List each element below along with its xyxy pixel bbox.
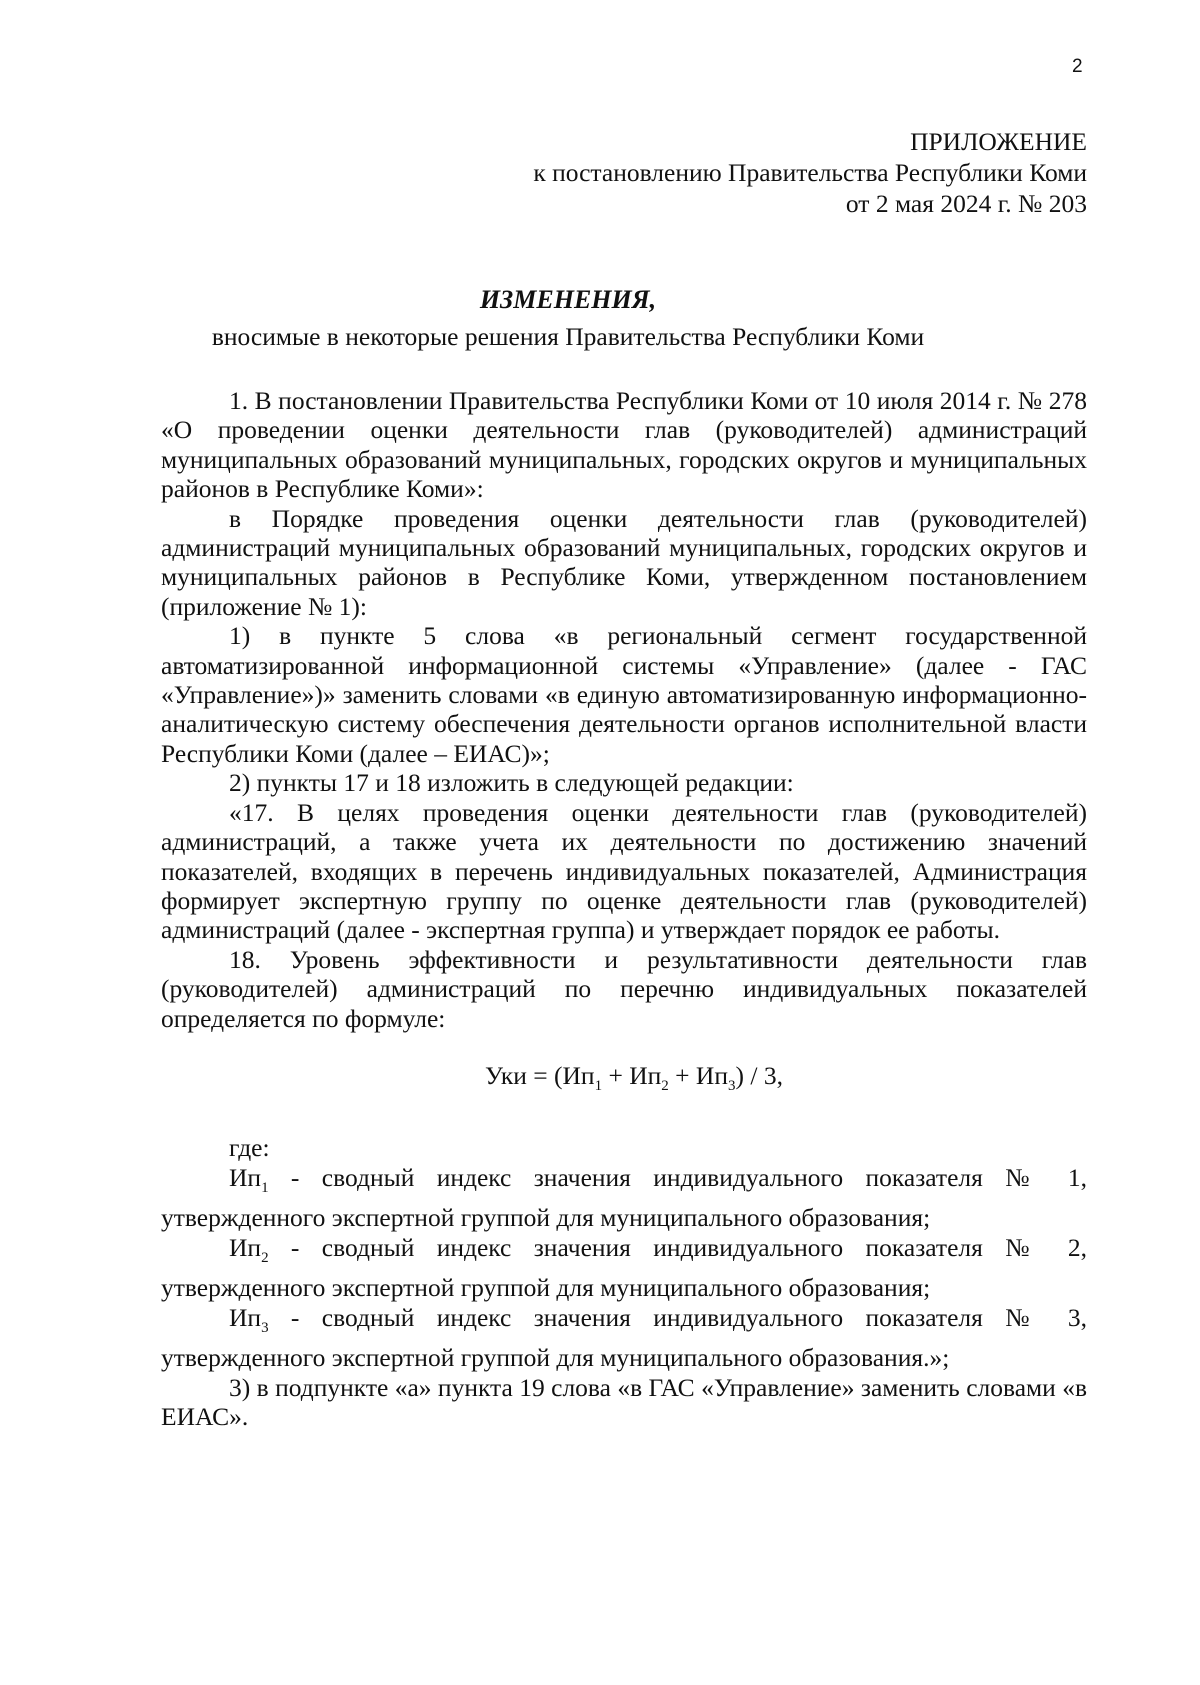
index-definition-3: $Ип_3$ - сводный индекс значения индивидуального показателя № 3, утвержденного экспертной группой для муниципального образования.»; (161, 1302, 1087, 1373)
paragraph-2: в Порядке проведения оценки деятельности глав (руководителей) администраций муниципальных образований муниципальных, городских округов и муниципальных районов в Республике Коми, утвержденном постановлением (приложение № 1): (161, 503, 1087, 621)
appendix-block (533, 126, 1087, 219)
paragraph-10: 3) в подпункте «а» пункта 19 слова «в ГАС «Управление» заменить словами «в ЕИАС». (161, 1372, 1087, 1431)
document-title: ИЗМЕНЕНИЯ, (479, 285, 657, 314)
document-subtitle: вносимые в некоторые решения Правительства Республики Коми (211, 322, 925, 351)
page-number: 2 (1072, 56, 1083, 77)
formula: Уки = $(Ип_1 + Ип_2 + Ип_3) / 3$, (485, 1060, 783, 1095)
where-label: где: (229, 1133, 270, 1163)
paragraph-5: «17. В целях проведения оценки деятельности глав (руководителей) администраций, а также учета их деятельности по достижению значений показателей, входящих в перечень индивидуальных показателей, Администрация формирует экспертную группу по оценке деятельности глав (руководителей) администраций (далее - экспертная группа) и утверждает порядок ее работы. (161, 797, 1087, 945)
paragraph-1: 1. В постановлении Правительства Республики Коми от 10 июля 2014 г. № 278 «О проведении оценки деятельности глав (руководителей) администраций муниципальных образований муниципальных, городских округов и муниципальных районов в Республике Коми»: (161, 386, 1087, 504)
document-body (161, 386, 1087, 1431)
appendix-date: от 2 мая 2024 г. № 203 (845, 189, 1087, 218)
index-definition-2: $Ип_2$ - сводный индекс значения индивидуального показателя № 2, утвержденного экспертной группой для муниципального образования; (161, 1232, 1087, 1303)
appendix-reference: к постановлению Правительства Республики Коми (533, 158, 1087, 187)
paragraph-3: 1) в пункте 5 слова «в региональный сегмент государственной автоматизированной информационной системы «Управление» (далее - ГАС «Управление»)» заменить словами «в единую автоматизированную информационно-аналитическую систему обеспечения деятельности органов исполнительной власти Республики Коми (далее – ЕИАС)»; (161, 621, 1087, 768)
index-definition-1: $Ип_1$ - сводный индекс значения индивидуального показателя № 1, утвержденного экспертной группой для муниципального образования; (161, 1162, 1087, 1233)
paragraph-6: 18. Уровень эффективности и результативности деятельности глав (руководителей) администраций по перечню индивидуальных показателей определяется по формуле: (161, 944, 1087, 1033)
paragraph-4: 2) пункты 17 и 18 изложить в следующей редакции: (229, 768, 794, 798)
appendix-heading: ПРИЛОЖЕНИЕ (910, 127, 1087, 156)
